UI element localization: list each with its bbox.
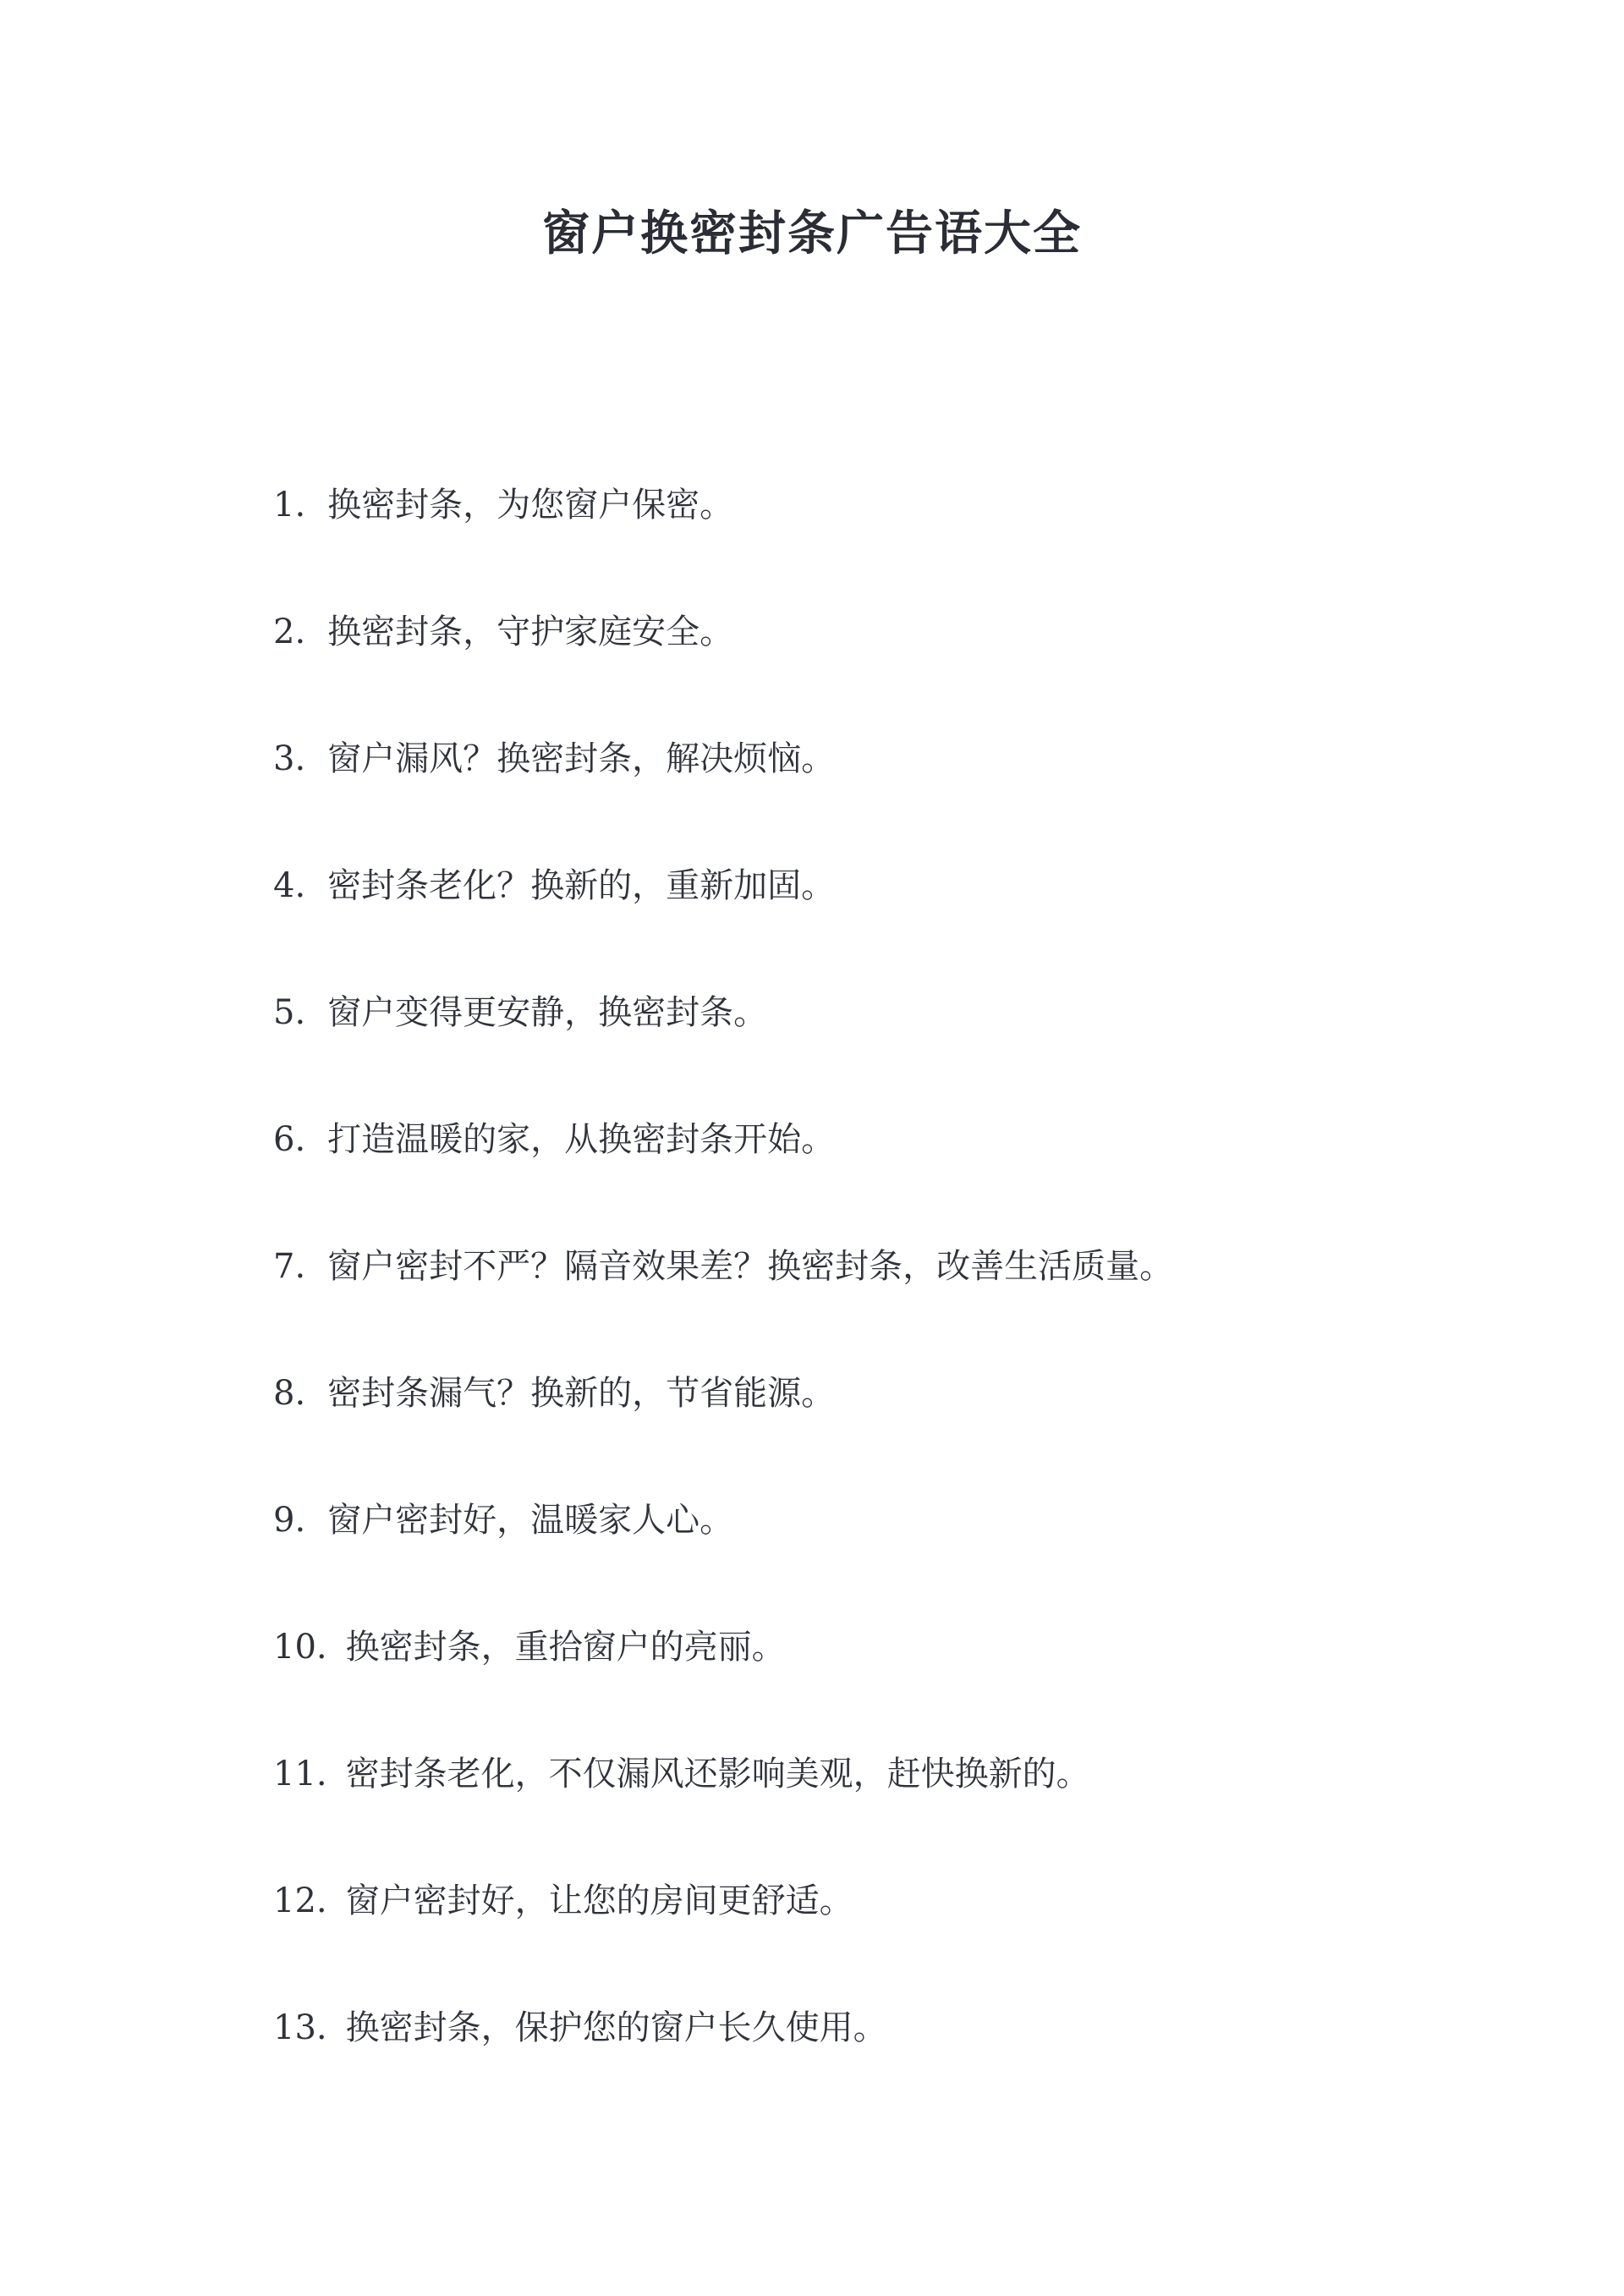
item-text: 密封条老化？换新的，重新加固。 [327, 866, 836, 905]
list-item [273, 1203, 1457, 1330]
list-item [273, 1711, 1457, 1837]
item-text: 窗户漏风？换密封条，解决烦恼。 [327, 739, 836, 778]
item-text: 密封条老化，不仅漏风还影响美观，赶快换新的。 [345, 1755, 1090, 1793]
list-item [273, 949, 1457, 1076]
item-text: 密封条漏气？换新的，节省能源。 [327, 1374, 836, 1413]
item-number: 4. [273, 866, 306, 905]
list-item [273, 569, 1457, 695]
list-item [273, 1076, 1457, 1203]
list-item [273, 442, 1457, 569]
item-number: 2. [273, 612, 306, 651]
item-number: 10. [273, 1628, 327, 1667]
item-text: 窗户密封不严？隔音效果差？换密封条，改善生活质量。 [327, 1247, 1174, 1286]
item-number: 1. [273, 486, 306, 525]
item-number: 9. [273, 1501, 306, 1540]
item-number: 12. [273, 1881, 327, 1920]
list-item [273, 1837, 1457, 1964]
document-title: 窗户换密封条广告语大全 [542, 206, 1082, 261]
item-text: 打造温暖的家，从换密封条开始。 [327, 1120, 836, 1159]
item-number: 5. [273, 993, 306, 1032]
item-number: 11. [273, 1755, 327, 1793]
item-text: 换密封条，为您窗户保密。 [327, 486, 734, 525]
item-number: 8. [273, 1374, 306, 1413]
item-text: 换密封条，守护家庭安全。 [327, 612, 734, 651]
item-text: 窗户变得更安静，换密封条。 [327, 993, 768, 1032]
list-item [273, 1584, 1457, 1711]
list-item [273, 1964, 1457, 2091]
list-item [273, 695, 1457, 822]
item-number: 13. [273, 2008, 327, 2047]
item-number: 3. [273, 739, 306, 778]
item-text: 窗户密封好，让您的房间更舒适。 [345, 1881, 853, 1920]
item-number: 6. [273, 1120, 306, 1159]
list-item [273, 1457, 1457, 1584]
slogan-list [273, 442, 1457, 2091]
item-text: 窗户密封好，温暖家人心。 [327, 1501, 734, 1540]
list-item [273, 822, 1457, 949]
item-text: 换密封条，重拾窗户的亮丽。 [345, 1628, 786, 1667]
list-item [273, 1330, 1457, 1457]
item-number: 7. [273, 1247, 306, 1286]
item-text: 换密封条，保护您的窗户长久使用。 [345, 2008, 887, 2047]
